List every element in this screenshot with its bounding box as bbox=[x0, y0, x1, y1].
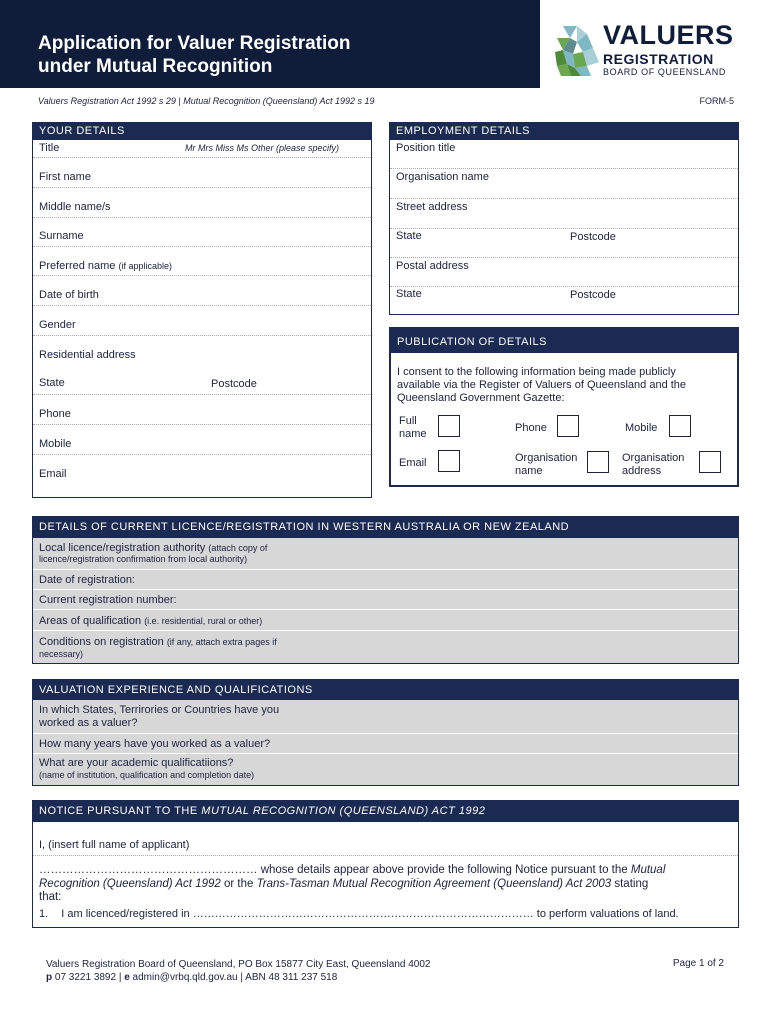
notice-item-1-number: 1. bbox=[39, 908, 49, 920]
licence-authority-hint2: licence/registration confirmation from local authority) bbox=[39, 554, 248, 564]
qualification-areas-text: Areas of qualification bbox=[39, 615, 142, 627]
pub-org-name-label bbox=[515, 452, 577, 478]
registration-number-label: Current registration number: bbox=[39, 594, 177, 606]
footer-contact-line bbox=[46, 971, 431, 984]
licence-section bbox=[32, 516, 739, 664]
logo-mosaic-icon bbox=[553, 22, 601, 78]
postal-postcode-label: Postcode bbox=[570, 289, 616, 301]
postal-address-label: Postal address bbox=[396, 260, 469, 272]
organisation-name-label: Organisation name bbox=[396, 171, 489, 183]
position-title-field[interactable] bbox=[390, 140, 738, 169]
email-field[interactable] bbox=[33, 455, 371, 497]
position-title-label: Position title bbox=[396, 142, 456, 154]
experience-heading: VALUATION EXPERIENCE AND QUALIFICATIONS bbox=[33, 680, 738, 700]
phone-label: Phone bbox=[39, 408, 71, 420]
middle-name-field[interactable] bbox=[33, 188, 371, 218]
academic-qualifications-hint: (name of institution, qualification and completion date) bbox=[39, 770, 255, 780]
pub-org-address-checkbox[interactable] bbox=[699, 451, 721, 473]
street-address-label: Street address bbox=[396, 201, 468, 213]
registration-number-field[interactable] bbox=[33, 590, 738, 610]
notice-text-c: stating bbox=[611, 877, 649, 890]
publication-consent-text: I consent to the following information being made publicly available via the Register of Valuers of Queensland and the Queensland Government Gazette: bbox=[397, 366, 687, 404]
form-title bbox=[38, 32, 351, 78]
employment-postcode-label: Postcode bbox=[570, 231, 616, 243]
qualification-areas-label bbox=[39, 615, 262, 627]
first-name-label: First name bbox=[39, 171, 91, 183]
work-locations-line1: In which States, Terrirories or Countries have you bbox=[39, 704, 280, 716]
pub-email-label: Email bbox=[399, 457, 427, 469]
registration-conditions-label bbox=[39, 636, 277, 660]
footer-email-abn: admin@vrbq.qld.gov.au | ABN 48 311 237 518 bbox=[129, 972, 338, 983]
pub-full-name-checkbox[interactable] bbox=[438, 415, 460, 437]
mobile-field[interactable] bbox=[33, 425, 371, 455]
work-locations-label bbox=[39, 704, 279, 730]
form-title-line2: under Mutual Recognition bbox=[38, 56, 273, 77]
logo-text-registration: REGISTRATION bbox=[603, 51, 714, 67]
residential-state-field[interactable] bbox=[33, 365, 371, 395]
street-address-field[interactable] bbox=[390, 199, 738, 229]
footer-address: Valuers Registration Board of Queensland, PO Box 15877 City East, Queensland 4002 bbox=[46, 959, 431, 970]
registration-date-field[interactable] bbox=[33, 570, 738, 590]
pub-org-address-label bbox=[622, 452, 684, 478]
licence-authority-text: Local licence/registration authority bbox=[39, 542, 206, 554]
registration-conditions-hint1: (if any, attach extra pages if bbox=[166, 637, 277, 647]
organisation-name-field[interactable] bbox=[390, 169, 738, 199]
footer-phone-label: p bbox=[46, 972, 53, 983]
phone-field[interactable] bbox=[33, 395, 371, 425]
first-name-field[interactable] bbox=[33, 158, 371, 188]
title-label: Title bbox=[39, 142, 60, 154]
postal-address-field[interactable] bbox=[390, 258, 738, 287]
pub-org-name-line2: name bbox=[515, 465, 543, 477]
notice-heading bbox=[33, 801, 738, 822]
licence-authority-label bbox=[39, 543, 267, 565]
pub-email-checkbox[interactable] bbox=[438, 450, 460, 472]
employment-details-section bbox=[389, 122, 739, 315]
form-title-line1: Application for Valuer Registration bbox=[38, 33, 351, 54]
surname-label: Surname bbox=[39, 230, 84, 242]
registration-conditions-field[interactable] bbox=[33, 631, 738, 663]
pub-full-name-line2: name bbox=[399, 428, 427, 440]
employment-details-heading: EMPLOYMENT DETAILS bbox=[390, 123, 738, 140]
preferred-name-text: Preferred name bbox=[39, 260, 116, 272]
residential-postcode-label: Postcode bbox=[211, 378, 257, 390]
licence-authority-hint1: (attach copy of bbox=[208, 543, 268, 553]
residential-address-field[interactable] bbox=[33, 336, 371, 365]
preferred-name-label bbox=[39, 260, 172, 272]
legislation-reference: Valuers Registration Act 1992 s 29 | Mutual Recognition (Queensland) Act 1992 s 19 bbox=[38, 96, 375, 106]
notice-item-1-dots[interactable]: ………………………………………………………………………………… bbox=[192, 908, 534, 920]
years-worked-label: How many years have you worked as a valuer? bbox=[39, 738, 271, 750]
academic-qualifications-field[interactable] bbox=[33, 754, 738, 785]
postal-state-field[interactable] bbox=[390, 287, 738, 315]
notice-item-1 bbox=[39, 908, 731, 920]
pub-phone-label: Phone bbox=[515, 422, 547, 434]
pub-mobile-label: Mobile bbox=[625, 422, 658, 434]
registration-date-label: Date of registration: bbox=[39, 574, 135, 586]
notice-item-1-text-b: to perform valuations of land. bbox=[533, 908, 679, 920]
notice-paragraph bbox=[39, 864, 731, 905]
gender-field[interactable] bbox=[33, 306, 371, 336]
preferred-name-hint: (if applicable) bbox=[118, 261, 173, 271]
qualification-areas-hint: (i.e. residential, rural or other) bbox=[144, 616, 263, 626]
applicant-name-field[interactable] bbox=[33, 822, 738, 856]
postal-state-label: State bbox=[396, 288, 422, 300]
qualification-areas-field[interactable] bbox=[33, 610, 738, 631]
vrbq-logo bbox=[553, 22, 743, 80]
notice-heading-act: MUTUAL RECOGNITION (QUEENSLAND) ACT 1992 bbox=[201, 805, 486, 817]
notice-text-d: that: bbox=[39, 891, 62, 903]
notice-item-1-text-a: I am licenced/registered in bbox=[61, 908, 193, 920]
pub-full-name-label bbox=[399, 415, 427, 441]
registration-conditions-hint2: necessary) bbox=[39, 649, 84, 659]
work-locations-field[interactable] bbox=[33, 700, 738, 734]
gender-label: Gender bbox=[39, 319, 76, 331]
pub-full-name-line1: Full bbox=[399, 415, 417, 427]
footer-contact bbox=[46, 958, 431, 984]
your-details-section bbox=[32, 122, 372, 498]
title-hint: Mr Mrs Miss Ms Other (please specify) bbox=[185, 143, 340, 153]
title-field[interactable] bbox=[33, 140, 371, 158]
footer-phone: 07 3221 3892 | bbox=[52, 972, 125, 983]
pub-mobile-checkbox[interactable] bbox=[669, 415, 691, 437]
pub-org-name-checkbox[interactable] bbox=[587, 451, 609, 473]
surname-field[interactable] bbox=[33, 218, 371, 247]
notice-act1-b: Recognition (Queensland) Act 1992 bbox=[39, 877, 221, 890]
work-locations-line2: worked as a valuer? bbox=[39, 717, 138, 729]
header-band-cut bbox=[468, 0, 540, 88]
notice-text-a: whose details appear above provide the following Notice pursuant to the bbox=[257, 864, 631, 876]
pub-phone-checkbox[interactable] bbox=[557, 415, 579, 437]
registration-conditions-text: Conditions on registration bbox=[39, 636, 164, 648]
form-code: FORM-5 bbox=[699, 96, 734, 106]
licence-heading: DETAILS OF CURRENT LICENCE/REGISTRATION IN WESTERN AUSTRALIA OR NEW ZEALAND bbox=[33, 517, 738, 538]
licence-authority-field[interactable] bbox=[33, 538, 738, 570]
publication-heading: PUBLICATION OF DETAILS bbox=[391, 329, 737, 353]
footer-email-label: e bbox=[124, 972, 130, 983]
middle-name-label: Middle name/s bbox=[39, 201, 111, 213]
pub-org-name-line1: Organisation bbox=[515, 452, 578, 464]
applicant-name-label: I, (insert full name of applicant) bbox=[39, 839, 190, 851]
logo-text-valuers: VALUERS bbox=[603, 20, 734, 50]
academic-qualifications-text: What are your academic qualificatiions? bbox=[39, 757, 234, 769]
page-number: Page 1 of 2 bbox=[672, 958, 724, 969]
residential-address-label: Residential address bbox=[39, 349, 136, 361]
residential-state-label: State bbox=[39, 377, 65, 389]
notice-text-b: or the bbox=[220, 877, 257, 890]
notice-heading-prefix: NOTICE PURSUANT TO THE bbox=[39, 805, 202, 817]
experience-section bbox=[32, 679, 739, 786]
notice-section bbox=[32, 800, 739, 928]
mobile-label: Mobile bbox=[39, 438, 72, 450]
pub-org-address-line1: Organisation bbox=[622, 452, 685, 464]
employment-state-label: State bbox=[396, 230, 422, 242]
notice-act1-a: Mutual bbox=[630, 864, 666, 876]
dob-field[interactable] bbox=[33, 276, 371, 306]
pub-org-address-line2: address bbox=[622, 465, 662, 477]
preferred-name-field[interactable] bbox=[33, 247, 371, 276]
publication-section bbox=[389, 327, 739, 487]
dob-label: Date of birth bbox=[39, 289, 99, 301]
years-worked-field[interactable] bbox=[33, 734, 738, 754]
email-label: Email bbox=[39, 468, 67, 480]
your-details-heading: YOUR DETAILS bbox=[33, 123, 371, 140]
notice-act2: Trans-Tasman Mutual Recognition Agreement (Queensland) Act 2003 bbox=[256, 877, 612, 890]
employment-state-field[interactable] bbox=[390, 229, 738, 258]
notice-dots-name: ………………………………………………… bbox=[39, 864, 258, 876]
academic-qualifications-label bbox=[39, 757, 254, 781]
logo-text-board: BOARD OF QUEENSLAND bbox=[603, 67, 726, 77]
